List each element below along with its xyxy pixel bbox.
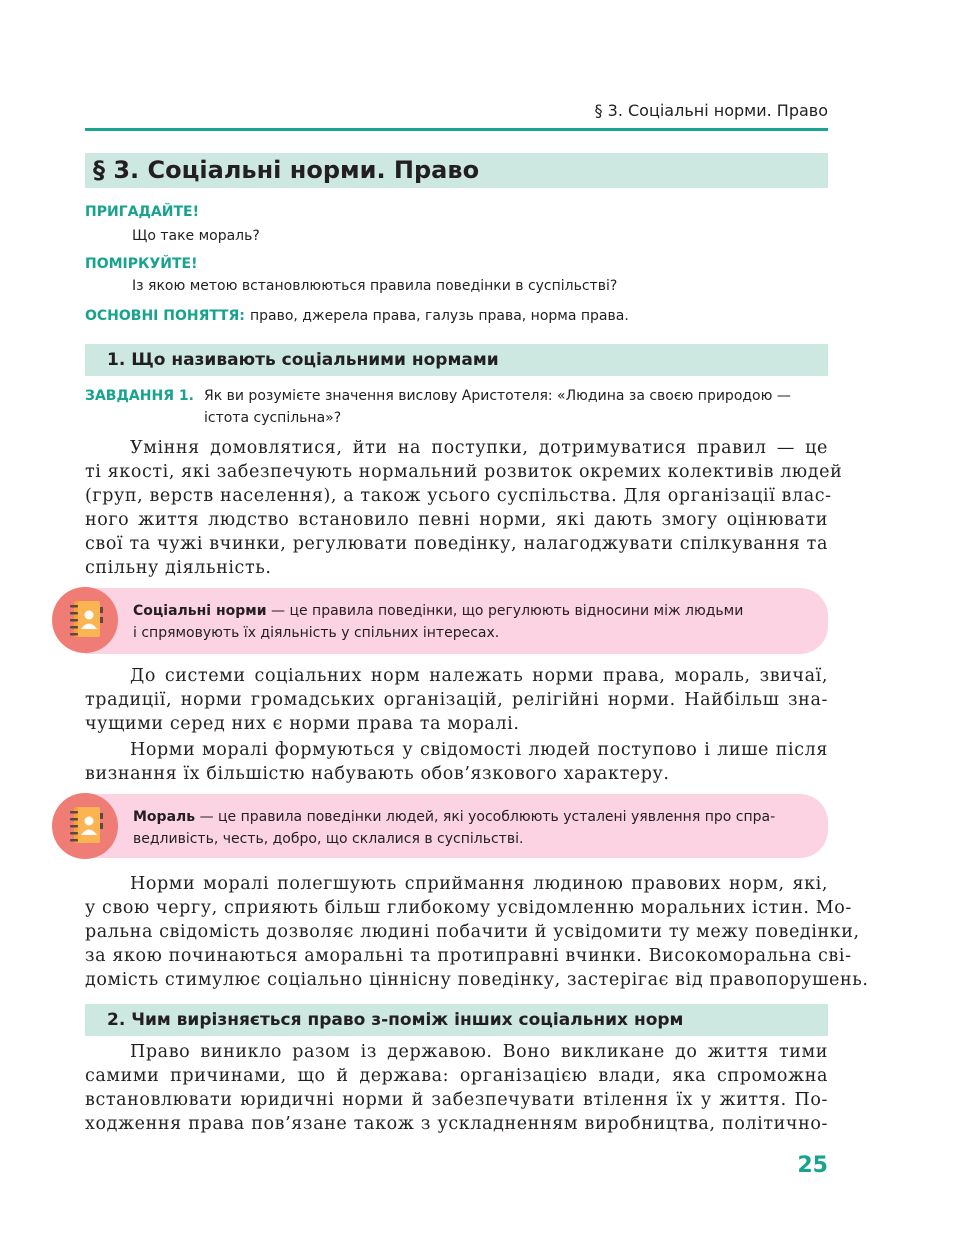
notebook-contact-icon (52, 793, 118, 859)
text-line: До системи соціальних норм належать норми права, мораль, звичаї, (130, 666, 828, 686)
paragraph-4 (85, 872, 869, 992)
text-line: чущими серед них є норми права та моралі. (85, 714, 520, 734)
definition-text (133, 806, 808, 850)
text-line: встановлювати юридичні норми й забезпечувати втілення їх у життя. По- (85, 1090, 828, 1110)
task-1-line-1: Як ви розумієте значення вислову Аристотеля: «Людина за своєю природою — (204, 388, 791, 404)
think-label: ПОМІРКУЙТЕ! (85, 256, 198, 272)
key-concepts-text: право, джерела права, галузь права, норма права. (249, 308, 629, 324)
text-line: за якою починаються аморальні та протиправні вчинки. Високоморальна сві- (85, 946, 852, 966)
remember-label: ПРИГАДАЙТЕ! (85, 204, 199, 220)
definition-line: — це правила поведінки, що регулюють відносини між людьми (266, 603, 744, 619)
text-line: домість стимулює соціально ціннісну поведінку, застерігає від правопорушень. (85, 970, 869, 990)
page-number: 25 (797, 1153, 828, 1178)
task-1-line-2: істота суспільна»? (204, 410, 342, 426)
remember-question: Що таке мораль? (132, 228, 260, 244)
text-line: Уміння домовлятися, йти на поступки, дотримуватися правил — це (130, 438, 828, 458)
text-line: ного життя людство встановило певні норми, які дають змогу оцінювати (85, 510, 828, 530)
definition-line: ведливість, честь, добро, що склалися в суспільстві. (133, 831, 524, 847)
text-line: ті якості, які забезпечують нормальний розвиток окремих колективів людей (85, 462, 843, 482)
header-rule (85, 128, 828, 131)
text-line: свої та чужі вчинки, регулювати поведінку, налагоджувати спілкування та (85, 534, 828, 554)
section-1-bar (85, 344, 828, 376)
chapter-title-bar (85, 153, 828, 188)
section-1-title: 1. Що називають соціальними нормами (107, 350, 499, 370)
key-concepts (85, 305, 629, 324)
think-question: Із якою метою встановлюються правила поведінки в суспільстві? (132, 278, 618, 294)
text-line: визнання їх більшістю набувають обов’язкового характеру. (85, 764, 670, 784)
text-line: ходження права пов’язане також з ускладненням виробництва, політично- (85, 1114, 828, 1134)
definition-box-morality (85, 794, 828, 858)
text-line: Норми моралі полегшують сприймання людиною правових норм, які, (130, 874, 828, 894)
definition-box-social-norms (85, 588, 828, 654)
definition-text (133, 600, 808, 644)
chapter-title: § 3. Соціальні норми. Право (93, 156, 480, 184)
text-line: самими причинами, що й держава: організацією влади, яка спроможна (85, 1066, 828, 1086)
paragraph-2 (85, 664, 828, 736)
text-line: спільну діяльність. (85, 558, 272, 578)
section-2-bar (85, 1004, 828, 1036)
notebook-contact-icon (52, 587, 118, 653)
paragraph-5 (85, 1040, 828, 1136)
definition-line: і спрямовують їх діяльність у спільних інтересах. (133, 625, 500, 641)
text-line: Норми моралі формуються у свідомості людей поступово і лише після (130, 740, 828, 760)
key-concepts-label: ОСНОВНІ ПОНЯТТЯ: (85, 308, 245, 324)
paragraph-1 (85, 436, 843, 580)
definition-term: Соціальні норми (133, 603, 267, 619)
paragraph-3 (85, 738, 828, 786)
task-1-label: ЗАВДАННЯ 1. (85, 388, 194, 404)
section-2-title: 2. Чим вирізняється право з-поміж інших соціальних норм (107, 1010, 684, 1030)
text-line: у свою чергу, сприяють більш глибокому усвідомленню моральних істин. Мо- (85, 898, 852, 918)
text-line: традиції, норми громадських організацій, релігійні норми. Найбільш зна- (85, 690, 828, 710)
definition-line: — це правила поведінки людей, які уособлюють усталені уявлення про спра- (195, 809, 776, 825)
definition-term: Мораль (133, 809, 196, 825)
text-line: Право виникло разом із державою. Воно викликане до життя тими (130, 1042, 828, 1062)
text-line: (груп, верств населення), а також усього суспільства. Для організації влас- (85, 486, 832, 506)
text-line: ральна свідомість дозволяє людині побачити й усвідомити ту межу поведінки, (85, 922, 860, 942)
running-head: § 3. Соціальні норми. Право (594, 101, 828, 120)
